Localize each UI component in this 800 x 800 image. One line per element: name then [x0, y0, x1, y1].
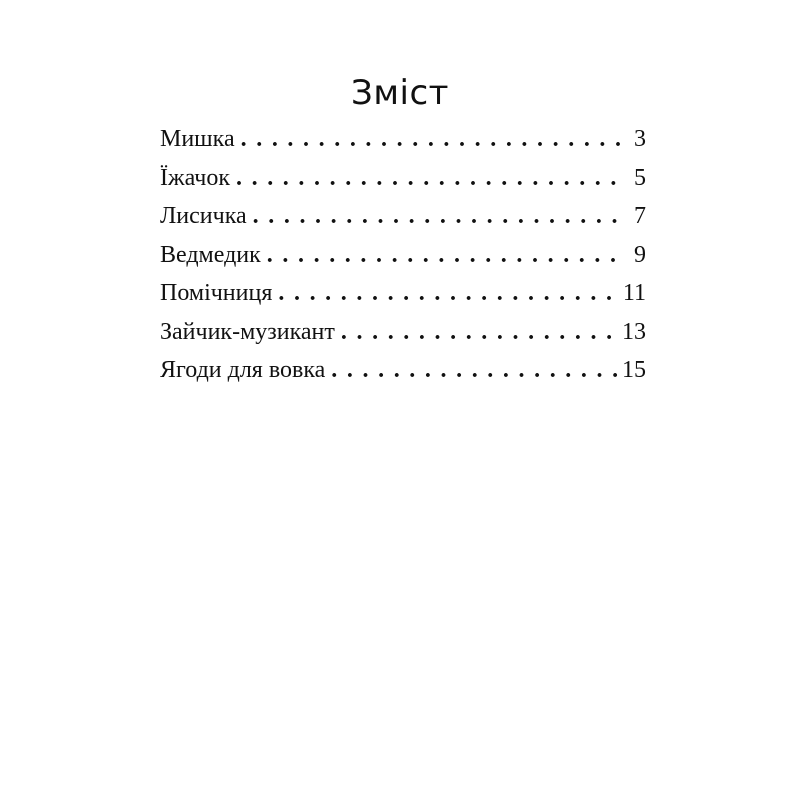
table-of-contents — [160, 120, 646, 390]
toc-entry-page-number: 11 — [622, 280, 646, 306]
toc-entry-title: Зайчик-музикант — [160, 318, 335, 345]
dot-leader — [241, 120, 622, 159]
toc-entry-page-number: 15 — [622, 357, 646, 383]
toc-entry-page-number: 9 — [634, 241, 646, 268]
toc-entry — [160, 236, 646, 275]
dot-leader — [267, 236, 622, 275]
toc-entry-page-number: 5 — [634, 164, 646, 191]
dot-leader — [253, 197, 622, 236]
toc-entry-title: Мишка — [160, 126, 235, 152]
toc-entry — [160, 159, 646, 198]
toc-entry-title: Помічниця — [160, 280, 273, 306]
toc-entry-title: Ягоди для вовка — [160, 357, 326, 383]
toc-entry-title: Їжачок — [160, 164, 230, 191]
page-title: Зміст — [351, 72, 449, 113]
toc-entry-page-number: 13 — [622, 318, 646, 345]
toc-entry — [160, 197, 646, 236]
toc-entry-page-number: 3 — [634, 126, 646, 152]
dot-leader — [331, 351, 618, 390]
toc-entry — [160, 120, 646, 159]
dot-leader — [341, 313, 618, 352]
toc-entry-title: Ведмедик — [160, 241, 261, 268]
toc-entry-title: Лисичка — [160, 203, 247, 229]
toc-entry-page-number: 7 — [634, 203, 646, 229]
toc-entry — [160, 351, 646, 390]
dot-leader — [278, 274, 619, 313]
toc-entry — [160, 313, 646, 352]
toc-entry — [160, 274, 646, 313]
dot-leader — [236, 159, 622, 198]
